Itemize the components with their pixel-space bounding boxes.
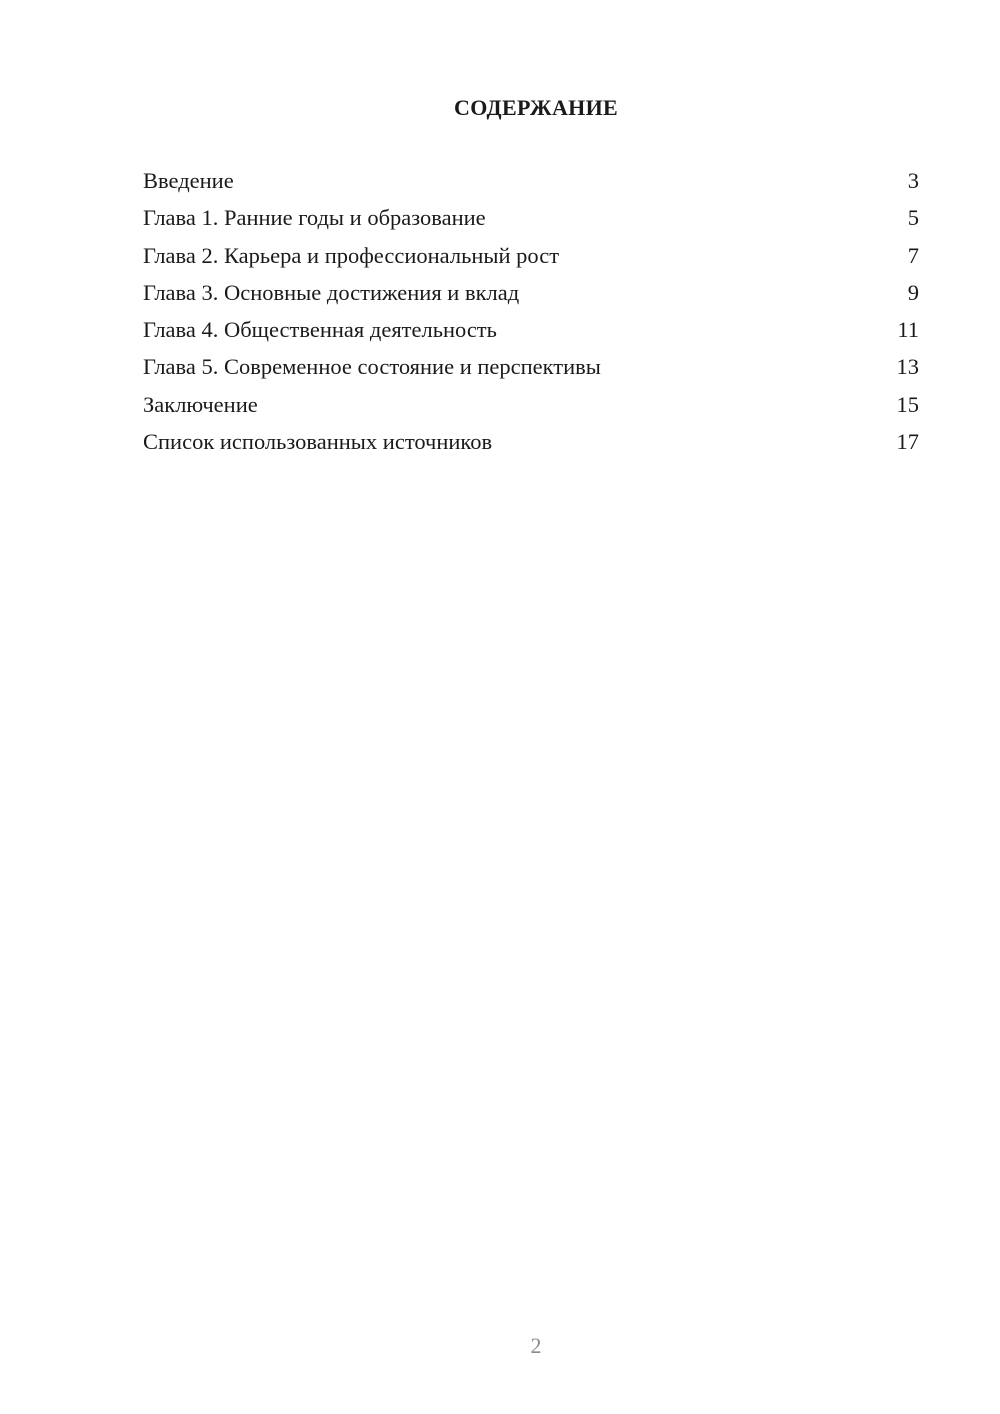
toc-entry: [143, 205, 919, 242]
toc-entry-label: Глава 5. Современное состояние и перспективы: [143, 354, 601, 380]
toc-entry-label: Глава 2. Карьера и профессиональный рост: [143, 242, 560, 268]
toc-entry-label: Список использованных источников: [143, 429, 493, 455]
toc-entry: [143, 280, 919, 317]
toc-entry-label: Глава 3. Основные достижения и вклад: [143, 279, 520, 305]
toc-entry-page: 9: [907, 279, 919, 305]
toc-entry-label: Заключение: [143, 391, 258, 417]
toc-entry-label: Введение: [143, 168, 234, 193]
toc-entry-page: 7: [907, 242, 919, 268]
toc-entry: [143, 429, 919, 466]
toc-entry: [143, 168, 919, 205]
toc-entry: [143, 243, 919, 280]
toc-entry-label: Глава 1. Ранние годы и образование: [143, 205, 486, 231]
table-of-contents: [143, 168, 919, 466]
toc-entry-page: 5: [907, 205, 919, 231]
toc-entry-label: Глава 4. Общественная деятельность: [143, 317, 497, 343]
toc-entry: [143, 392, 919, 429]
toc-entry: [143, 354, 919, 391]
toc-entry-page: 3: [907, 168, 919, 193]
page-number: 2: [530, 1333, 542, 1358]
toc-entry-page: 15: [896, 391, 919, 417]
toc-entry-page: 11: [897, 317, 919, 343]
toc-entry-page: 17: [896, 429, 919, 455]
toc-title: СОДЕРЖАНИЕ: [454, 95, 618, 120]
toc-entry-page: 13: [896, 354, 919, 380]
toc-entry: [143, 317, 919, 354]
